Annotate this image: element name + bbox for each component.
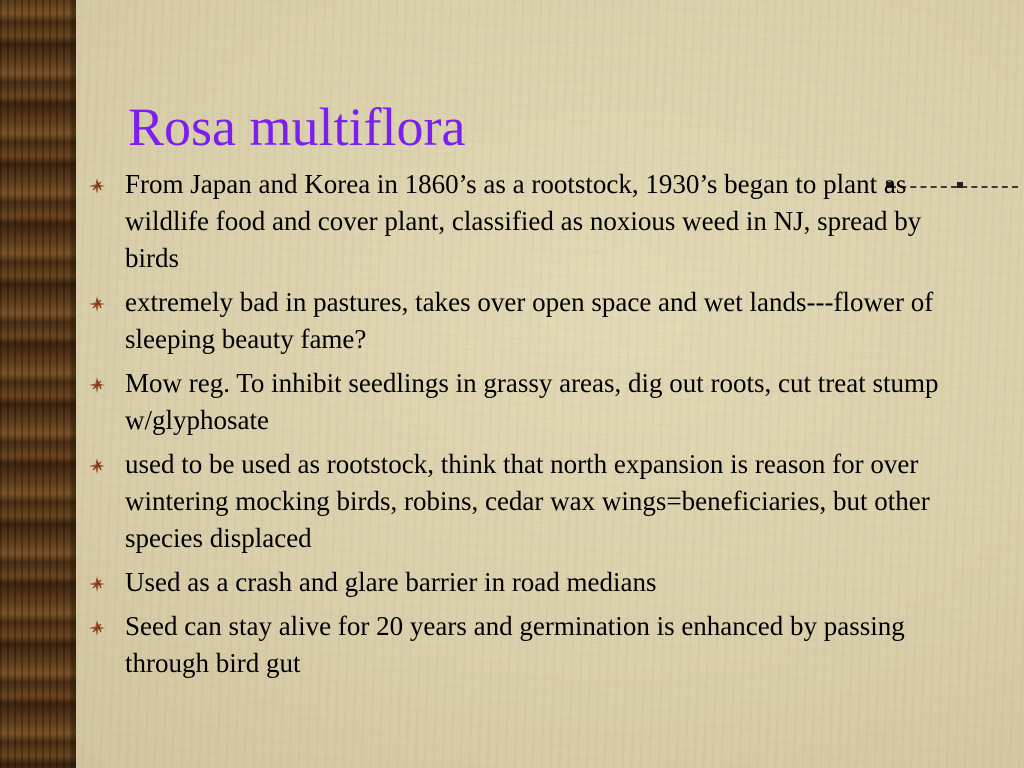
bullet-list — [86, 166, 946, 689]
bullet-item — [86, 564, 946, 601]
bullet-item — [86, 166, 946, 277]
bullet-text: extremely bad in pastures, takes over open space and wet lands---flower of sleeping beauty fame? — [125, 287, 934, 354]
ornament-bullet-icon — [88, 295, 106, 313]
wood-border-strip — [0, 0, 76, 768]
bullet-item — [86, 284, 946, 358]
bullet-text: From Japan and Korea in 1860’s as a rootstock, 1930’s began to plant as wildlife food and cover plant, classified as noxious weed in NJ, spread by birds — [125, 169, 922, 273]
slide-title: Rosa multiflora — [128, 97, 466, 157]
bullet-text: Seed can stay alive for 20 years and germination is enhanced by passing through bird gut — [125, 611, 905, 678]
ornament-bullet-icon — [88, 575, 106, 593]
ornament-bullet-icon — [88, 619, 106, 637]
ornament-bullet-icon — [88, 376, 106, 394]
bullet-item — [86, 446, 946, 557]
ornament-bullet-icon — [88, 177, 106, 195]
bullet-text: used to be used as rootstock, think that north expansion is reason for over wintering mocking birds, robins, cedar wax wings=beneficiaries, but other species displaced — [125, 449, 930, 553]
bullet-text: Used as a crash and glare barrier in road medians — [125, 567, 657, 597]
ornament-bullet-icon — [88, 457, 106, 475]
bullet-text: Mow reg. To inhibit seedlings in grassy areas, dig out roots, cut treat stump w/glyphosate — [125, 368, 939, 435]
decorative-square — [957, 182, 963, 188]
bullet-item — [86, 365, 946, 439]
bullet-item — [86, 608, 946, 682]
